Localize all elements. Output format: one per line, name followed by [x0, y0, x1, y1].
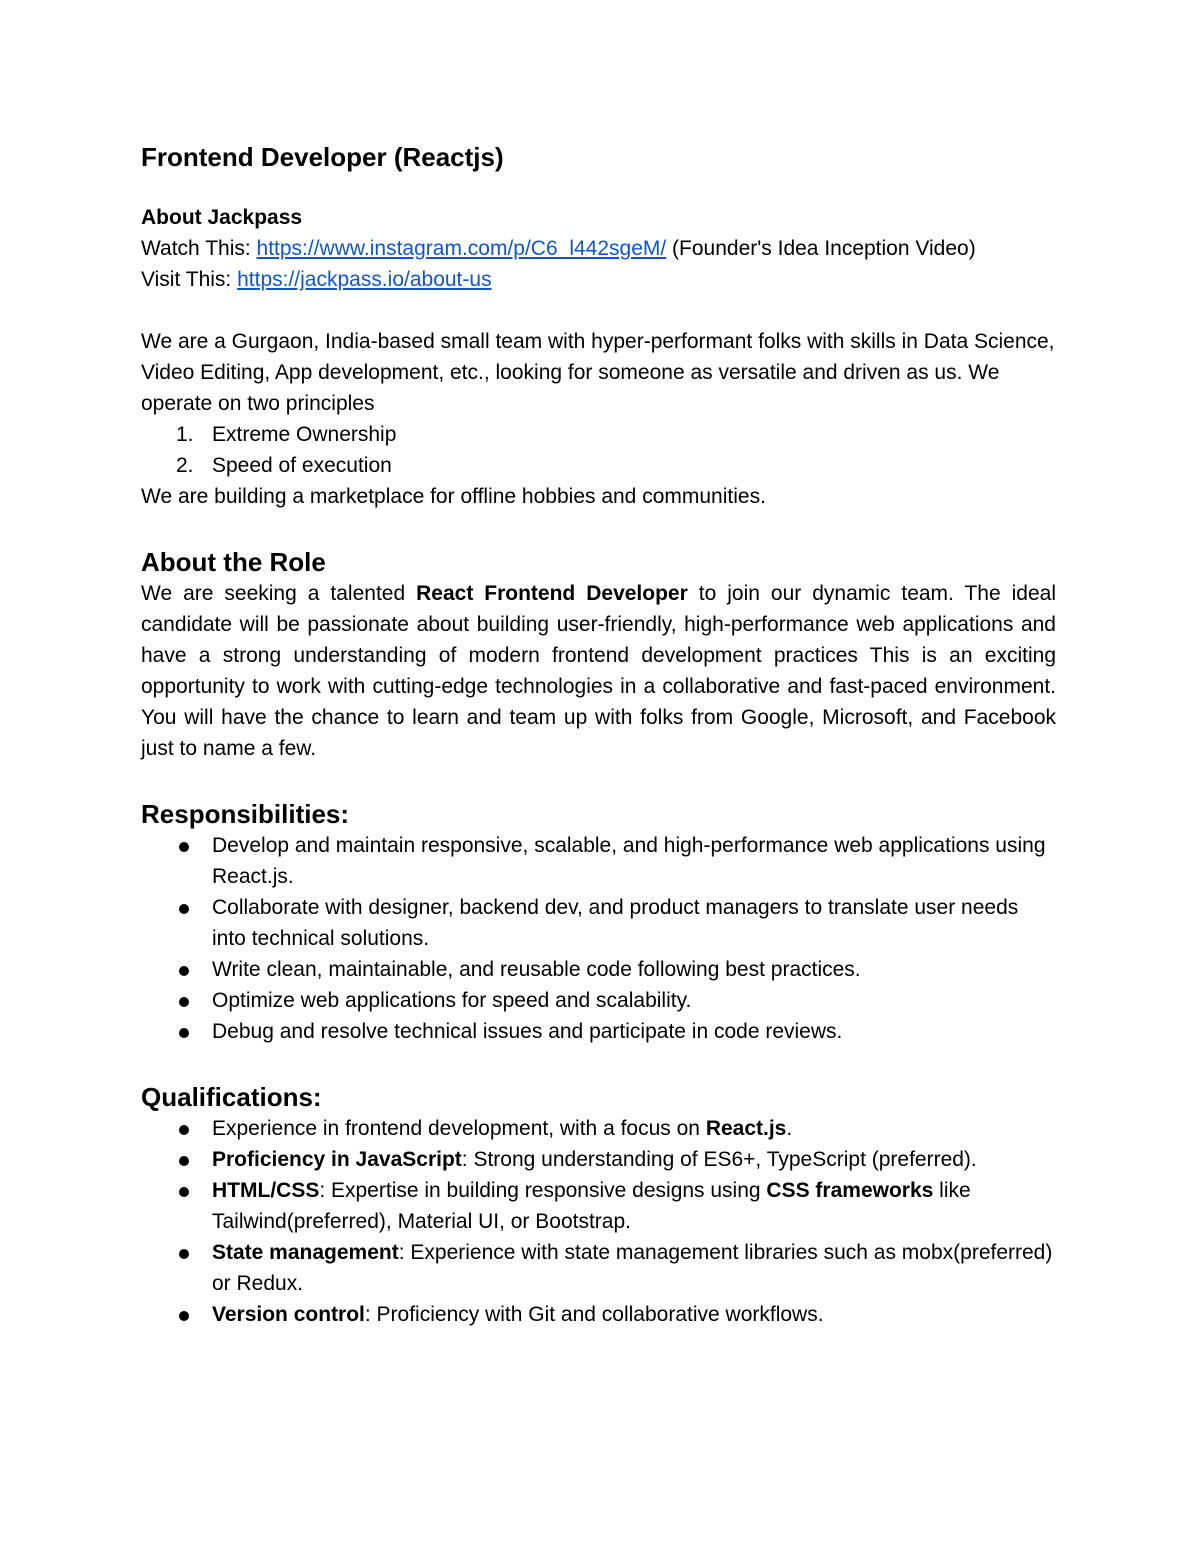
bullet-icon [179, 1187, 189, 1197]
list-item-bold: HTML/CSS [212, 1179, 320, 1202]
spacer [141, 512, 1056, 546]
list-item [141, 1016, 1056, 1047]
page-title: Frontend Developer (Reactjs) [141, 142, 504, 172]
list-item [141, 830, 1056, 892]
bullet-icon [179, 842, 189, 852]
list-item-bold: Version control [212, 1303, 365, 1326]
list-number: 2. [176, 454, 194, 477]
list-item [141, 892, 1056, 954]
about-role-heading: About the Role [141, 547, 326, 577]
watch-note: (Founder's Idea Inception Video) [666, 237, 976, 260]
watch-label: Watch This: [141, 237, 257, 260]
qualifications-heading: Qualifications: [141, 1082, 322, 1112]
list-item-text: : Expertise in building responsive designs using [319, 1179, 767, 1202]
about-role-paragraph [141, 578, 1056, 764]
list-item [141, 954, 1056, 985]
responsibilities-list [141, 830, 1056, 1047]
list-item-text: : Proficiency with Git and collaborative workflows. [364, 1303, 824, 1326]
company-intro: We are a Gurgaon, India-based small team with hyper-performant folks with skills in Data Science, Video Editing, App development, etc., looking for someone as versatile and driven as us. We operate on two principles [141, 330, 1055, 415]
spacer [141, 764, 1056, 798]
bullet-icon [179, 966, 189, 976]
list-item-text: Optimize web applications for speed and scalability. [212, 989, 692, 1012]
watch-line [141, 233, 1056, 264]
principles-list [141, 419, 1056, 481]
list-item-text: Write clean, maintainable, and reusable code following best practices. [212, 958, 861, 981]
list-item-text: Extreme Ownership [212, 423, 397, 446]
list-item [141, 1113, 1056, 1144]
list-item-text: Debug and resolve technical issues and participate in code reviews. [212, 1020, 843, 1043]
about-company-heading: About Jackpass [141, 206, 303, 229]
role-title-bold: React Frontend Developer [416, 582, 688, 605]
list-item [141, 1237, 1056, 1299]
list-item [141, 450, 1056, 481]
bullet-icon [179, 1249, 189, 1259]
bullet-icon [179, 1156, 189, 1166]
bullet-icon [179, 1311, 189, 1321]
list-item-text: Experience in frontend development, with a focus on [212, 1117, 706, 1140]
bullet-icon [179, 1125, 189, 1135]
spacer [141, 1047, 1056, 1081]
list-item-text: Develop and maintain responsive, scalable, and high-performance web applications using React.js. [212, 834, 1046, 888]
instagram-link[interactable]: https://www.instagram.com/p/C6_l442sgeM/ [256, 237, 667, 260]
qualifications-list [141, 1113, 1056, 1330]
list-number: 1. [176, 423, 194, 446]
spacer [141, 295, 1056, 326]
list-item [141, 1175, 1056, 1237]
visit-label: Visit This: [141, 268, 238, 291]
visit-line [141, 264, 1056, 295]
role-text-before: We are seeking a talented [141, 582, 417, 605]
about-us-link[interactable]: https://jackpass.io/about-us [237, 268, 492, 291]
list-item-bold: Proficiency in JavaScript [212, 1148, 462, 1171]
responsibilities-heading: Responsibilities: [141, 799, 350, 829]
bullet-icon [179, 1028, 189, 1038]
list-item-bold: CSS frameworks [766, 1179, 934, 1202]
list-item [141, 1144, 1056, 1175]
list-item-bold: React.js [705, 1117, 787, 1140]
list-item [141, 985, 1056, 1016]
bullet-icon [179, 997, 189, 1007]
list-item [141, 419, 1056, 450]
list-item-text: : Experience with state management libraries such as mobx(preferred) or Redux. [212, 1241, 1053, 1295]
list-item-bold: State management [212, 1241, 399, 1264]
bullet-icon [179, 904, 189, 914]
list-item-text: Speed of execution [212, 454, 392, 477]
list-item-text: . [786, 1117, 793, 1140]
company-closing: We are building a marketplace for offline hobbies and communities. [141, 485, 766, 508]
list-item-text: like Tailwind(preferred), Material UI, or Bootstrap. [212, 1179, 971, 1233]
list-item-text: : Strong understanding of ES6+, TypeScript (preferred). [461, 1148, 977, 1171]
list-item-text: Collaborate with designer, backend dev, and product managers to translate user needs into technical solutions. [212, 896, 1019, 950]
role-text-after: to join our dynamic team. The ideal candidate will be passionate about building user-friendly, high-performance web applications and have a strong understanding of modern frontend development practices This is an exciting opportunity to work with cutting-edge technologies in a collaborative and fast-paced environment. You will have the chance to learn and team up with folks from Google, Microsoft, and Facebook just to name a few. [141, 582, 1056, 760]
list-item [141, 1299, 1056, 1330]
